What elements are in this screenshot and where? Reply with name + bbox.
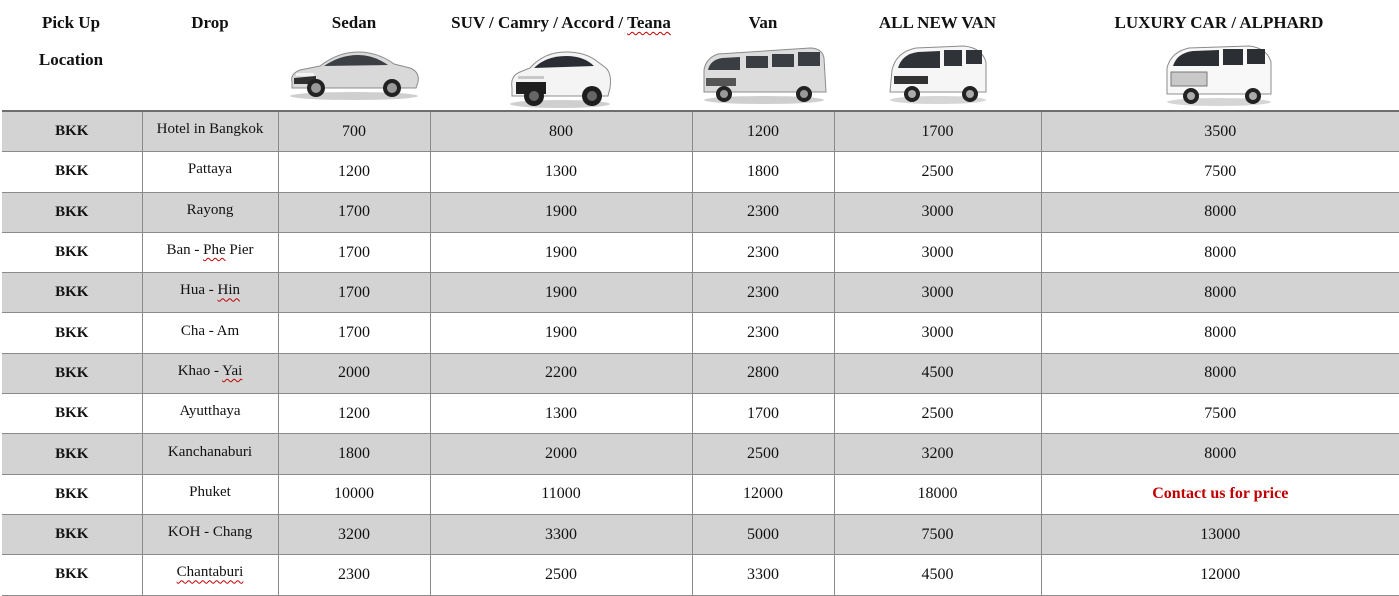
- van-price-cell: 2800: [692, 353, 834, 393]
- new-van-price-cell: 1700: [834, 111, 1041, 152]
- suv-price-cell: 1300: [430, 152, 692, 192]
- pickup-cell: BKK: [2, 474, 142, 514]
- new-van-price-cell: 2500: [834, 152, 1041, 192]
- sedan-car-image: [286, 40, 422, 102]
- drop-spell-word: Phe: [203, 242, 226, 259]
- table-row: [2, 514, 1399, 554]
- new-van-price-cell: 3000: [834, 313, 1041, 353]
- sedan-price-cell: 1800: [278, 434, 430, 474]
- header-pickup-line1: Pick Up: [41, 13, 101, 32]
- header-pickup-line2: Location: [38, 50, 104, 69]
- luxury-price-cell: 8000: [1041, 434, 1399, 474]
- table-row: [2, 313, 1399, 353]
- header-all-new-van: [834, 0, 1041, 110]
- sedan-price-cell: 2300: [278, 555, 430, 595]
- drop-cell: Khao - Yai: [142, 353, 278, 393]
- drop-spell-word: Hin: [217, 282, 240, 299]
- drop-cell: Phuket: [142, 474, 278, 514]
- van-price-cell: 2300: [692, 273, 834, 313]
- table-row: [2, 434, 1399, 474]
- van-price-cell: 3300: [692, 555, 834, 595]
- contact-for-price-cell: Contact us for price: [1041, 474, 1399, 514]
- table-row: [2, 474, 1399, 514]
- drop-spell-word: Chantaburi: [176, 564, 244, 581]
- drop-cell: [142, 555, 278, 595]
- new-van-price-cell: 3200: [834, 434, 1041, 474]
- drop-spell-word: Yai: [222, 362, 243, 379]
- pickup-cell: BKK: [2, 273, 142, 313]
- table-row: [2, 232, 1399, 272]
- pickup-cell: BKK: [2, 152, 142, 192]
- suv-price-cell: 1900: [430, 232, 692, 272]
- header-van-label: Van: [748, 13, 778, 32]
- header-drop-label: Drop: [191, 13, 229, 32]
- new-van-price-cell: 3000: [834, 232, 1041, 272]
- sedan-price-cell: 1700: [278, 192, 430, 232]
- sedan-price-cell: 1700: [278, 273, 430, 313]
- table-row: [2, 273, 1399, 313]
- luxury-price-cell: 8000: [1041, 353, 1399, 393]
- suv-price-cell: 1900: [430, 313, 692, 353]
- table-header: [0, 0, 1399, 110]
- new-van-image: [886, 40, 990, 106]
- luxury-price-cell: 12000: [1041, 555, 1399, 595]
- suv-price-cell: 11000: [430, 474, 692, 514]
- sedan-price-cell: 1200: [278, 394, 430, 434]
- pickup-cell: BKK: [2, 192, 142, 232]
- luxury-price-cell: 8000: [1041, 232, 1399, 272]
- van-price-cell: 1800: [692, 152, 834, 192]
- header-drop: [142, 0, 278, 110]
- van-price-cell: 2300: [692, 232, 834, 272]
- suv-price-cell: 2000: [430, 434, 692, 474]
- drop-cell: KOH - Chang: [142, 514, 278, 554]
- suv-car-image: [506, 40, 614, 110]
- header-luxury: [1041, 0, 1397, 110]
- van-price-cell: 1200: [692, 111, 834, 152]
- luxury-price-cell: 7500: [1041, 152, 1399, 192]
- drop-cell: Rayong: [142, 192, 278, 232]
- header-van: [692, 0, 834, 110]
- sedan-price-cell: 1700: [278, 313, 430, 353]
- drop-cell: Pattaya: [142, 152, 278, 192]
- sedan-price-cell: 2000: [278, 353, 430, 393]
- header-suv-teana: Teana: [627, 13, 671, 32]
- luxury-price-cell: 8000: [1041, 273, 1399, 313]
- van-price-cell: 2300: [692, 313, 834, 353]
- alphard-car-image: [1163, 40, 1275, 108]
- pickup-cell: BKK: [2, 111, 142, 152]
- pickup-cell: BKK: [2, 434, 142, 474]
- suv-price-cell: 2200: [430, 353, 692, 393]
- van-price-cell: 1700: [692, 394, 834, 434]
- new-van-price-cell: 4500: [834, 353, 1041, 393]
- suv-price-cell: 3300: [430, 514, 692, 554]
- sedan-price-cell: 700: [278, 111, 430, 152]
- table-row: [2, 555, 1399, 595]
- header-all-new-van-label: ALL NEW VAN: [878, 13, 997, 32]
- pickup-cell: BKK: [2, 232, 142, 272]
- header-luxury-label: LUXURY CAR / ALPHARD: [1114, 13, 1324, 32]
- sedan-price-cell: 1200: [278, 152, 430, 192]
- header-suv-prefix: SUV / Camry / Accord /: [451, 13, 628, 32]
- van-image: [700, 40, 828, 106]
- sedan-price-cell: 3200: [278, 514, 430, 554]
- new-van-price-cell: 18000: [834, 474, 1041, 514]
- header-pickup-location: [0, 0, 142, 110]
- header-sedan-label: Sedan: [331, 13, 377, 32]
- suv-price-cell: 1300: [430, 394, 692, 434]
- new-van-price-cell: 3000: [834, 273, 1041, 313]
- sedan-price-cell: 1700: [278, 232, 430, 272]
- van-price-cell: 2500: [692, 434, 834, 474]
- table-row: [2, 152, 1399, 192]
- new-van-price-cell: 3000: [834, 192, 1041, 232]
- van-price-cell: 2300: [692, 192, 834, 232]
- luxury-price-cell: 7500: [1041, 394, 1399, 434]
- new-van-price-cell: 4500: [834, 555, 1041, 595]
- drop-cell: Hotel in Bangkok: [142, 111, 278, 152]
- table-row: [2, 192, 1399, 232]
- suv-price-cell: 800: [430, 111, 692, 152]
- drop-cell: Hua - Hin: [142, 273, 278, 313]
- drop-cell: Ayutthaya: [142, 394, 278, 434]
- suv-price-cell: 1900: [430, 192, 692, 232]
- suv-price-cell: 1900: [430, 273, 692, 313]
- van-price-cell: 5000: [692, 514, 834, 554]
- pickup-cell: BKK: [2, 313, 142, 353]
- pickup-cell: BKK: [2, 555, 142, 595]
- luxury-price-cell: 3500: [1041, 111, 1399, 152]
- table-row: [2, 394, 1399, 434]
- new-van-price-cell: 7500: [834, 514, 1041, 554]
- pickup-cell: BKK: [2, 394, 142, 434]
- header-suv: [430, 0, 692, 110]
- suv-price-cell: 2500: [430, 555, 692, 595]
- luxury-price-cell: 8000: [1041, 313, 1399, 353]
- pickup-cell: BKK: [2, 353, 142, 393]
- header-sedan: [278, 0, 430, 110]
- price-table: [2, 110, 1399, 596]
- van-price-cell: 12000: [692, 474, 834, 514]
- new-van-price-cell: 2500: [834, 394, 1041, 434]
- pickup-cell: BKK: [2, 514, 142, 554]
- drop-cell: Ban - Phe Pier: [142, 232, 278, 272]
- drop-cell: Kanchanaburi: [142, 434, 278, 474]
- header-suv-label: [430, 13, 692, 33]
- sedan-price-cell: 10000: [278, 474, 430, 514]
- luxury-price-cell: 8000: [1041, 192, 1399, 232]
- drop-cell: Cha - Am: [142, 313, 278, 353]
- table-row: [2, 353, 1399, 393]
- luxury-price-cell: 13000: [1041, 514, 1399, 554]
- table-row: [2, 111, 1399, 152]
